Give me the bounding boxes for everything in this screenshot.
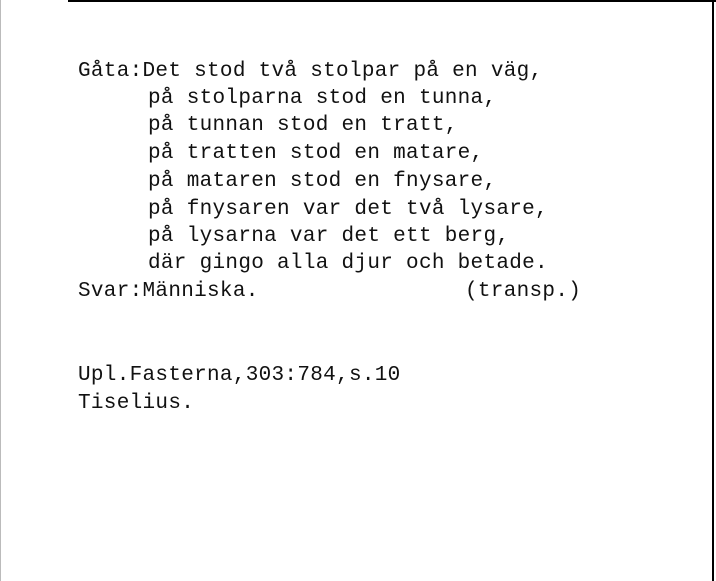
source-reference: Upl.Fasterna,303:784,s.10 (78, 364, 401, 387)
riddle-line-4: på tratten stod en matare, (148, 142, 484, 165)
informant-name: Tiselius. (78, 392, 195, 415)
riddle-line-8: där gingo alla djur och betade. (148, 252, 548, 275)
answer-note: (transp.) (465, 280, 582, 303)
riddle-line-5: på mataren stod en fnysare, (148, 170, 497, 193)
left-border (0, 0, 1, 581)
answer-text: Svar:Människa. (78, 280, 259, 303)
riddle-line-7: på lysarna var det ett berg, (148, 225, 510, 248)
riddle-line-3: på tunnan stod en tratt, (148, 114, 458, 137)
right-border (712, 0, 714, 581)
top-border (68, 0, 716, 2)
riddle-line-2: på stolparna stod en tunna, (148, 87, 497, 110)
riddle-line-6: på fnysaren var det två lysare, (148, 198, 548, 221)
riddle-line-1: Gåta:Det stod två stolpar på en väg, (78, 60, 543, 83)
